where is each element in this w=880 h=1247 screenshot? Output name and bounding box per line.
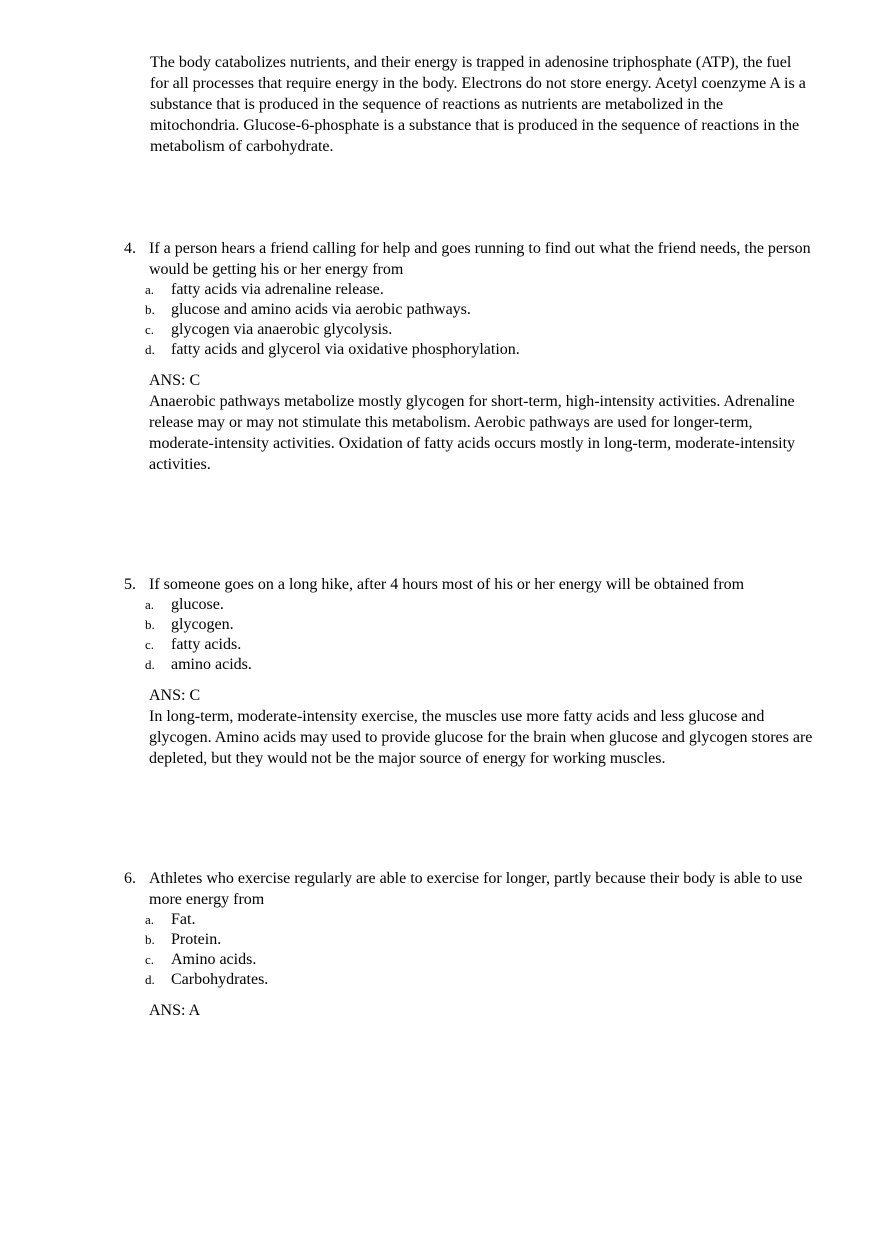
intro-rationale: The body catabolizes nutrients, and their energy is trapped in adenosine triphosphate (ATP), the fuel for all processes that require energy in the body. Electrons do not store energy. Acetyl coenzyme A is a substance that is produced in the sequence of reactions as nutrients are metabolized in the mitochondria. Glucose-6-phosphate is a substance that is produced in the sequence of reactions in the metabolism of carbohydrate. — [150, 54, 806, 155]
answer-rationale: Anaerobic pathways metabolize mostly glycogen for short-term, high-intensity activities. Adrenaline release may or may not stimulate this metabolism. Aerobic pathways are used for longer-term, moderate-intensity activities. Oxidation of fatty acids occurs mostly in long-term, moderate-intensity activities. — [149, 393, 796, 473]
answer-key: ANS: A — [149, 1002, 201, 1019]
question-stem — [124, 868, 814, 910]
option-letter: b. — [145, 302, 155, 317]
option-letter: b. — [145, 932, 155, 947]
answer-block — [149, 370, 814, 475]
answer-key: ANS: C — [149, 372, 201, 389]
option-letter: c. — [145, 322, 155, 337]
question-6 — [124, 868, 814, 1021]
option-letter: d. — [145, 657, 155, 672]
option-text: fatty acids via adrenaline release. — [171, 281, 384, 298]
option-text: glycogen via anaerobic glycolysis. — [171, 321, 393, 338]
option-letter: a. — [145, 597, 155, 612]
option-text: Amino acids. — [171, 951, 257, 968]
question-text: If a person hears a friend calling for help and goes running to find out what the friend needs, the person would be getting his or her energy from — [149, 240, 811, 278]
option-text: Fat. — [171, 911, 196, 928]
option-text: fatty acids. — [171, 636, 242, 653]
option-b — [145, 930, 814, 950]
option-letter: b. — [145, 617, 155, 632]
option-text: fatty acids and glycerol via oxidative phosphorylation. — [171, 341, 520, 358]
option-text: Protein. — [171, 931, 222, 948]
option-d — [145, 655, 814, 675]
option-letter: a. — [145, 282, 155, 297]
option-c — [145, 635, 814, 655]
option-text: glycogen. — [171, 616, 234, 633]
answer-block — [149, 685, 814, 769]
option-letter: c. — [145, 637, 155, 652]
option-c — [145, 320, 814, 340]
option-b — [145, 300, 814, 320]
option-text: glucose. — [171, 596, 224, 613]
answer-rationale: In long-term, moderate-intensity exercise, the muscles use more fatty acids and less glucose and glycogen. Amino acids may used to provide glucose for the brain when glucose and glycogen stores are depleted, but they would not be the major source of energy for working muscles. — [149, 708, 813, 767]
option-a — [145, 280, 814, 300]
option-b — [145, 615, 814, 635]
option-letter: a. — [145, 912, 155, 927]
option-a — [145, 910, 814, 930]
answer-block — [149, 1000, 814, 1021]
question-5 — [124, 574, 814, 769]
question-number: 5. — [124, 576, 136, 593]
option-list — [145, 910, 814, 990]
question-number: 4. — [124, 240, 136, 257]
option-letter: c. — [145, 952, 155, 967]
option-c — [145, 950, 814, 970]
question-4 — [124, 238, 814, 475]
question-stem — [124, 574, 814, 595]
question-stem — [124, 238, 814, 280]
question-text: If someone goes on a long hike, after 4 hours most of his or her energy will be obtained from — [149, 576, 745, 593]
question-text: Athletes who exercise regularly are able to exercise for longer, partly because their body is able to use more energy from — [149, 870, 803, 908]
option-letter: d. — [145, 342, 155, 357]
option-d — [145, 970, 814, 990]
option-a — [145, 595, 814, 615]
option-text: Carbohydrates. — [171, 971, 269, 988]
option-list — [145, 280, 814, 360]
option-list — [145, 595, 814, 675]
option-text: amino acids. — [171, 656, 252, 673]
option-text: glucose and amino acids via aerobic pathways. — [171, 301, 471, 318]
question-number: 6. — [124, 870, 136, 887]
option-d — [145, 340, 814, 360]
answer-key: ANS: C — [149, 687, 201, 704]
option-letter: d. — [145, 972, 155, 987]
